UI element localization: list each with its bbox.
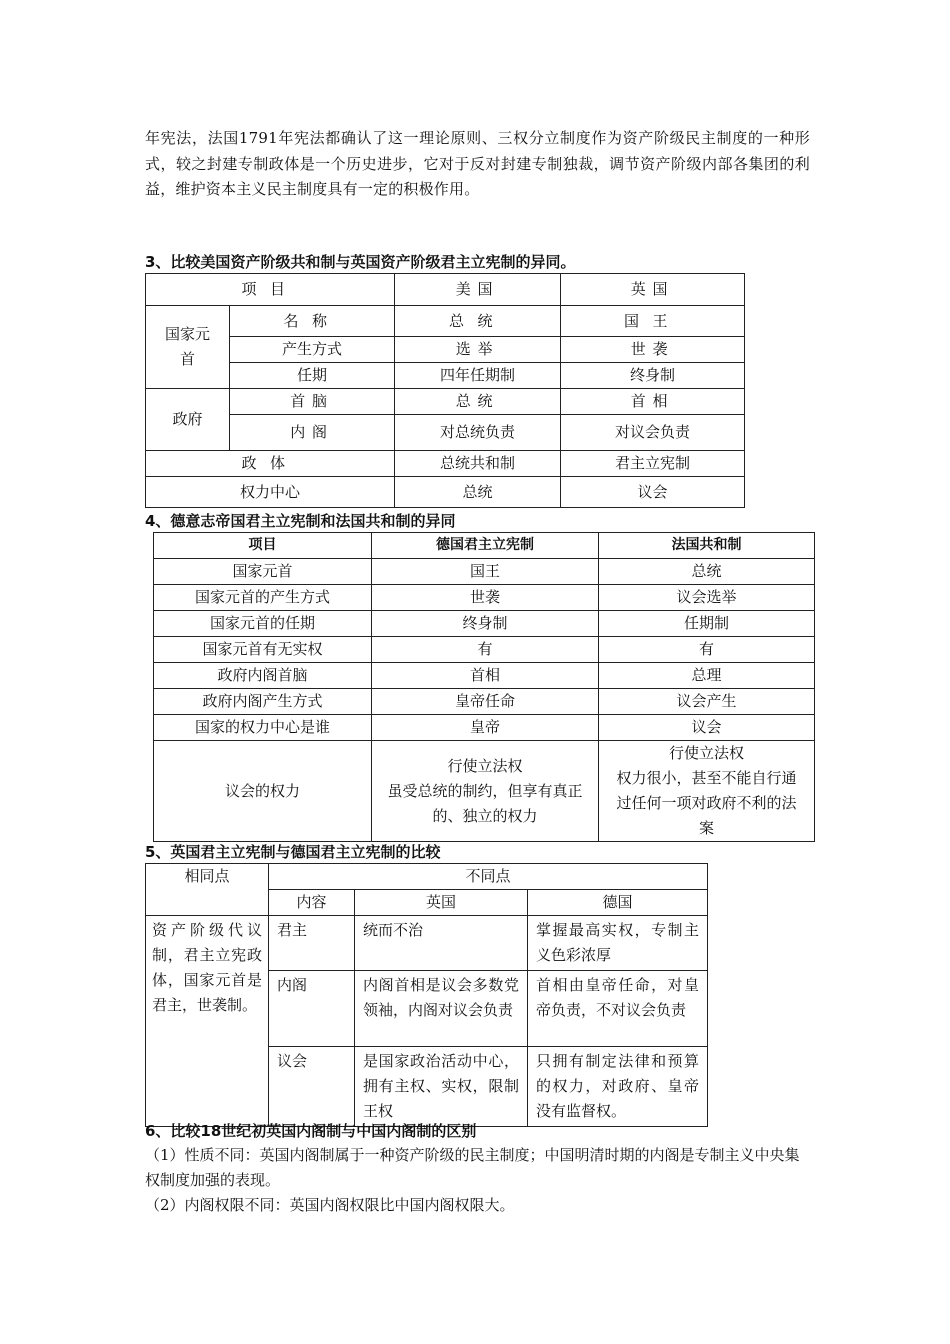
germany-parliament-line-2: 虽受总统的制约，但享有真正的、独立的权力 — [387, 781, 583, 825]
cell-uk: 国王 — [561, 306, 745, 337]
germany-france-comparison-table — [153, 532, 815, 842]
row-item: 君主 — [269, 916, 355, 971]
government-group: 政府 — [146, 389, 230, 451]
row-label: 国家元首的产生方式 — [154, 585, 372, 611]
row-label: 产生方式 — [230, 337, 395, 363]
header-germany: 德国君主立宪制 — [372, 533, 599, 559]
section-4-title: 4、德意志帝国君主立宪制和法国共和制的异同 — [145, 512, 456, 530]
section-6-point-1: （1）性质不同：英国内阁制属于一种资产阶级的民主制度；中国明清时期的内阁是专制主义中央集权制度加强的表现。 — [145, 1146, 800, 1189]
header-content: 内容 — [269, 890, 355, 916]
section-6-point-2: （2）内阁权限不同：英国内阁权限比中国内阁权限大。 — [145, 1196, 515, 1214]
intro-paragraph: 年宪法，法国1791年宪法都确认了这一理论原则、三权分立制度作为资产阶级民主制度的一种形式，较之封建专制政体是一个历史进步，它对于反对封建专制独裁，调节资产阶级内部各集团的利益，维护资本主义民主制度具有一定的积极作用。 — [145, 129, 810, 198]
cell-germany: 皇帝 — [372, 715, 599, 741]
row-label: 任期 — [230, 363, 395, 389]
cell-germany: 只拥有制定法律和预算的权力，对政府、皇帝没有监督权。 — [528, 1047, 708, 1127]
row-label: 内阁 — [230, 415, 395, 451]
cell-germany: 有 — [372, 637, 599, 663]
cell-uk: 统而不治 — [355, 916, 528, 971]
header-germany: 德国 — [528, 890, 708, 916]
cell-germany: 终身制 — [372, 611, 599, 637]
cell-us: 四年任期制 — [395, 363, 561, 389]
cell-us: 总统 — [395, 389, 561, 415]
section-6-title: 6、比较18世纪初英国内阁制与中国内阁制的区别 — [145, 1122, 477, 1140]
france-parliament-line-1: 行使立法权 — [668, 744, 744, 762]
cell-france: 议会 — [599, 715, 815, 741]
header-us: 美国 — [395, 274, 561, 306]
cell-uk: 终身制 — [561, 363, 745, 389]
section-3-title: 3、比较美国资产阶级共和制与英国资产阶级君主立宪制的异同。 — [145, 253, 576, 271]
header-uk: 英国 — [355, 890, 528, 916]
cell-uk: 对议会负责 — [561, 415, 745, 451]
row-label: 国家元首的任期 — [154, 611, 372, 637]
row-label: 议会的权力 — [154, 741, 372, 842]
cell-uk: 是国家政治活动中心，拥有主权、实权，限制王权 — [355, 1047, 528, 1127]
similarities-text: 资产阶级代议制，君主立宪政体，国家元首是君主，世袭制。 — [146, 916, 269, 1127]
row-label: 国家的权力中心是谁 — [154, 715, 372, 741]
cell-uk: 君主立宪制 — [561, 451, 745, 477]
row-label: 名称 — [230, 306, 395, 337]
cell-us: 选举 — [395, 337, 561, 363]
cell-us: 对总统负责 — [395, 415, 561, 451]
head-of-state-group: 国家元首 — [146, 306, 230, 389]
cell-germany: 掌握最高实权，专制主义色彩浓厚 — [528, 916, 708, 971]
row-label: 国家元首有无实权 — [154, 637, 372, 663]
uk-germany-constitutional-monarchy-table — [145, 863, 708, 1127]
header-item: 项目 — [154, 533, 372, 559]
row-item: 议会 — [269, 1047, 355, 1127]
header-uk: 英国 — [561, 274, 745, 306]
row-label: 政体 — [146, 451, 395, 477]
cell-france — [599, 741, 815, 842]
cell-uk: 世袭 — [561, 337, 745, 363]
header-item: 项目 — [146, 274, 395, 306]
cell-france: 有 — [599, 637, 815, 663]
row-label: 政府内阁产生方式 — [154, 689, 372, 715]
cell-germany: 皇帝任命 — [372, 689, 599, 715]
cell-france: 总理 — [599, 663, 815, 689]
cell-france: 议会产生 — [599, 689, 815, 715]
cell-france: 议会选举 — [599, 585, 815, 611]
us-uk-comparison-table — [145, 273, 745, 508]
cell-uk: 议会 — [561, 477, 745, 508]
cell-us: 总统 — [395, 477, 561, 508]
header-similarities: 相同点 — [146, 864, 269, 916]
germany-parliament-line-1: 行使立法权 — [447, 756, 523, 775]
cell-us: 总统 — [395, 306, 561, 337]
cell-france: 任期制 — [599, 611, 815, 637]
header-france: 法国共和制 — [599, 533, 815, 559]
cell-uk: 内阁首相是议会多数党领袖，内阁对议会负责 — [355, 971, 528, 1047]
cell-germany: 首相 — [372, 663, 599, 689]
header-differences: 不同点 — [269, 864, 708, 890]
cell-us: 总统共和制 — [395, 451, 561, 477]
cell-germany: 国王 — [372, 559, 599, 585]
cell-uk: 首相 — [561, 389, 745, 415]
row-label: 权力中心 — [146, 477, 395, 508]
cell-germany: 世袭 — [372, 585, 599, 611]
row-label: 国家元首 — [154, 559, 372, 585]
row-item: 内阁 — [269, 971, 355, 1047]
section-5-title: 5、英国君主立宪制与德国君主立宪制的比较 — [145, 843, 441, 861]
cell-germany: 首相由皇帝任命，对皇帝负责，不对议会负责 — [528, 971, 708, 1047]
cell-france: 总统 — [599, 559, 815, 585]
france-parliament-line-2: 权力很小，甚至不能自行通过任何一项对政府不利的法案 — [616, 769, 797, 837]
cell-germany — [372, 741, 599, 842]
row-label: 首脑 — [230, 389, 395, 415]
row-label: 政府内阁首脑 — [154, 663, 372, 689]
